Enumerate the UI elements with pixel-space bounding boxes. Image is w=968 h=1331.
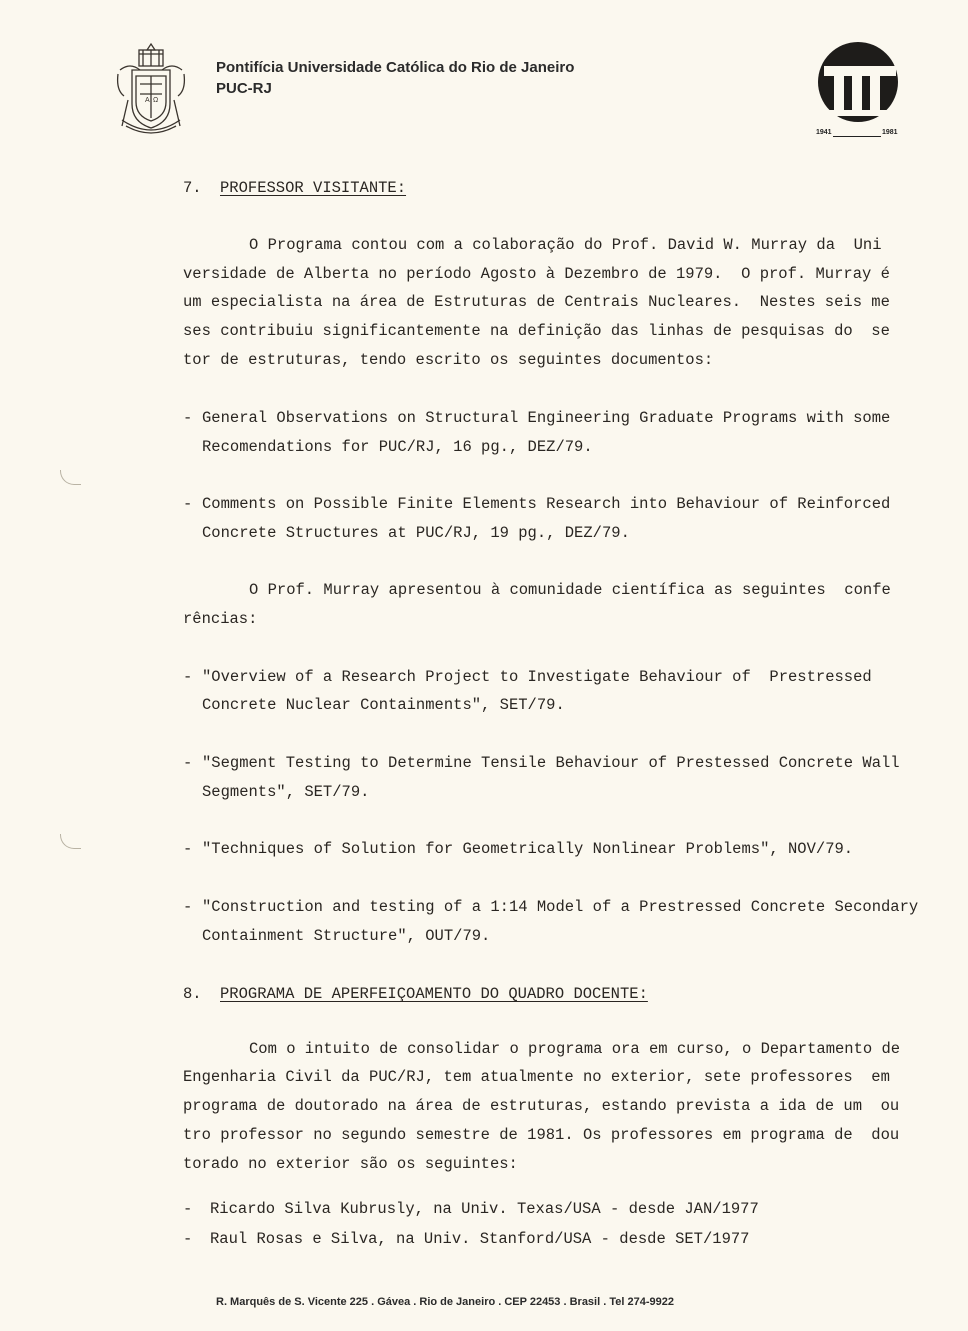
anniversary-logo: [814, 42, 904, 142]
punch-hole-mark: [60, 470, 81, 485]
section-7-heading: PROFESSOR VISITANTE:: [220, 179, 407, 197]
institution-header: [216, 57, 574, 99]
section-7-number: 7.: [183, 179, 202, 197]
lecture-item-line: "Segment Testing to Determine Tensile Behaviour of Prestessed Concrete Wall: [202, 754, 900, 772]
s8-para1-line: Engenharia Civil da PUC/RJ, tem atualmente no exterior, sete professores em: [183, 1068, 890, 1086]
s7-para1-line: um especialista na área de Estruturas de Centrais Nucleares. Nestes seis me: [183, 293, 890, 311]
lecture-item-line: Containment Structure", OUT/79.: [202, 927, 491, 945]
section-8-number: 8.: [183, 985, 202, 1003]
s8-para1-line: tro professor no segundo semestre de 1981. Os professores em programa de dou: [183, 1126, 900, 1144]
professor-item: Raul Rosas e Silva, na Univ. Stanford/USA - desde SET/1977: [210, 1230, 750, 1248]
list-bullet: -: [183, 495, 193, 513]
list-bullet: -: [183, 840, 193, 858]
lecture-item-line: "Techniques of Solution for Geometrically Nonlinear Problems", NOV/79.: [202, 840, 854, 858]
s7-para1-line: ses contribuiu significantemente na definição das linhas de pesquisas do se: [183, 322, 890, 340]
list-bullet: -: [183, 1200, 193, 1218]
logo-year-start: 1941: [816, 129, 832, 136]
document-item-line: Comments on Possible Finite Elements Research into Behaviour of Reinforced: [202, 495, 891, 513]
institution-abbreviation: PUC-RJ: [216, 80, 272, 97]
s7-para1-line: tor de estruturas, tendo escrito os seguintes documentos:: [183, 351, 714, 369]
punch-hole-mark: [60, 834, 81, 849]
s8-para1-line: Com o intuito de consolidar o programa ora em curso, o Departamento de: [249, 1040, 901, 1058]
lecture-item-line: Concrete Nuclear Containments", SET/79.: [202, 696, 565, 714]
lecture-item-line: "Overview of a Research Project to Investigate Behaviour of Prestressed: [202, 668, 872, 686]
document-item-line: Recomendations for PUC/RJ, 16 pg., DEZ/79.: [202, 438, 593, 456]
document-item-line: Concrete Structures at PUC/RJ, 19 pg., DEZ/79.: [202, 524, 630, 542]
lecture-item-line: "Construction and testing of a 1:14 Model of a Prestressed Concrete Secondary: [202, 898, 919, 916]
list-bullet: -: [183, 754, 193, 772]
logo-year-end: 1981: [882, 129, 898, 136]
list-bullet: -: [183, 409, 193, 427]
logo-years: [816, 129, 906, 141]
list-bullet: -: [183, 898, 193, 916]
s7-para2-line: rências:: [183, 610, 258, 628]
lecture-item-line: Segments", SET/79.: [202, 783, 370, 801]
s7-para1-line: versidade de Alberta no período Agosto à Dezembro de 1979. O prof. Murray é: [183, 265, 890, 283]
professor-item: Ricardo Silva Kubrusly, na Univ. Texas/USA - desde JAN/1977: [210, 1200, 759, 1218]
s8-para1-line: torado no exterior são os seguintes:: [183, 1155, 518, 1173]
s7-para1-line: O Programa contou com a colaboração do Prof. David W. Murray da Uni: [249, 236, 882, 254]
section-8-heading: PROGRAMA DE APERFEIÇOAMENTO DO QUADRO DOCENTE:: [220, 985, 648, 1003]
puc-crest-logo: [112, 40, 190, 140]
address-footer: R. Marquês de S. Vicente 225 . Gávea . Rio de Janeiro . CEP 22453 . Brasil . Tel 274-9922: [216, 1296, 674, 1308]
s7-para2-line: O Prof. Murray apresentou à comunidade científica as seguintes confe: [249, 581, 891, 599]
svg-text:Ω: Ω: [153, 97, 159, 104]
list-bullet: -: [183, 668, 193, 686]
svg-text:A: A: [145, 97, 150, 104]
list-bullet: -: [183, 1230, 193, 1248]
institution-name: Pontifícia Universidade Católica do Rio de Janeiro: [216, 59, 575, 76]
document-item-line: General Observations on Structural Engineering Graduate Programs with some: [202, 409, 891, 427]
s8-para1-line: programa de doutorado na área de estruturas, estando prevista a ida de um ou: [183, 1097, 900, 1115]
